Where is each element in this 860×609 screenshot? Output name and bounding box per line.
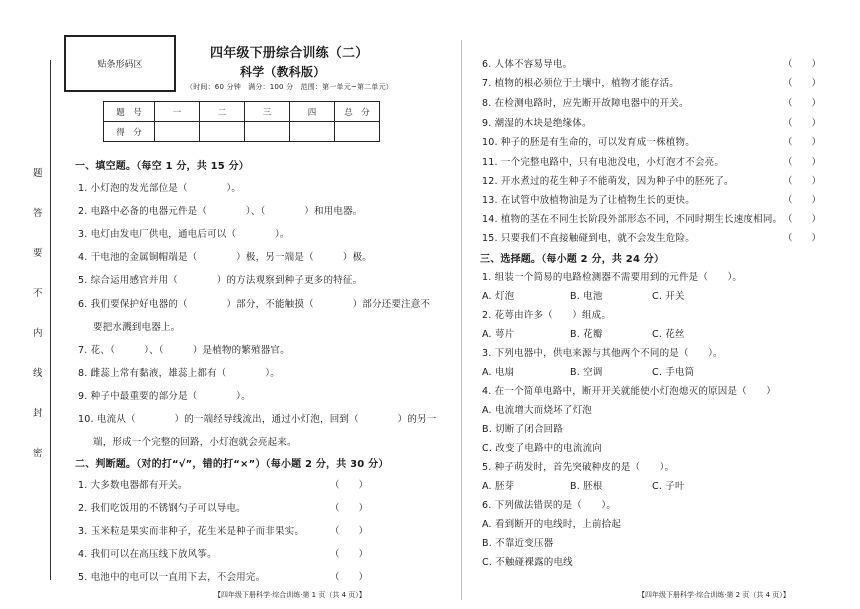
judge-question: 12. 开水煮过的花生种子不能萌发，因为种子中的胚死了。 [482, 176, 734, 187]
page-footer-right: 【四年级下册科学·综合训练·第 2 页（共 4 页）】 [638, 591, 790, 599]
page-divider [461, 40, 462, 600]
score-table [103, 101, 380, 142]
judge-question: 5. 电池中的电可以一直用下去，不会用完。 [78, 572, 266, 583]
score-cell[interactable] [200, 122, 245, 142]
score-cell[interactable] [155, 122, 200, 142]
choice-option[interactable]: A. 电流增大而烧坏了灯泡 [482, 405, 592, 416]
answer-paren[interactable]: （ ） [330, 549, 369, 560]
choice-option[interactable]: B. 空调 [570, 367, 603, 378]
answer-paren[interactable]: （ ） [330, 526, 369, 537]
choice-option[interactable]: A. 灯泡 [482, 291, 515, 302]
choice-question: 2. 花萼由许多（ ）组成。 [482, 310, 612, 321]
binding-char: 题 [33, 168, 43, 179]
score-cell[interactable] [335, 122, 380, 142]
fill-question: 1. 小灯泡的发光部位是（ ）。 [78, 183, 242, 194]
choice-option[interactable]: C. 开关 [652, 291, 685, 302]
judge-question: 15. 只要我们不直接触碰到电，就不会发生危险。 [482, 233, 695, 244]
answer-paren[interactable]: （ ） [783, 214, 822, 225]
binding-char: 封 [33, 408, 43, 419]
answer-paren[interactable]: （ ） [330, 480, 369, 491]
score-cell: 得 分 [104, 122, 155, 142]
choice-option[interactable]: B. 电池 [570, 291, 603, 302]
fill-question-continued: 端，形成一个完整的回路，小灯泡就会亮起来。 [93, 437, 297, 448]
section-3-heading: 三、选择题。（每小题 2 分，共 24 分） [480, 254, 665, 265]
answer-paren[interactable]: （ ） [330, 503, 369, 514]
answer-paren[interactable]: （ ） [783, 118, 822, 129]
choice-option[interactable]: A. 萼片 [482, 329, 515, 340]
answer-paren[interactable]: （ ） [783, 195, 822, 206]
judge-question: 8. 在检测电路时，应先断开故障电器中的开关。 [482, 98, 689, 109]
choice-option[interactable]: C. 改变了电路中的电流流向 [482, 443, 602, 454]
judge-question: 3. 玉米粒是果实而非种子，花生米是种子而非果实。 [78, 526, 305, 537]
answer-paren[interactable]: （ ） [783, 176, 822, 187]
judge-question: 11. 一个完整电路中，只有电池没电，小灯泡才不会亮。 [482, 157, 725, 168]
fill-question: 3. 电灯由发电厂供电，通电后可以（ ）。 [78, 229, 290, 240]
fill-question: 7. 花、（ ）、（ ）是植物的繁殖器官。 [78, 345, 290, 356]
choice-option[interactable]: B. 花瓣 [570, 329, 603, 340]
score-cell[interactable] [245, 122, 290, 142]
fill-question: 4. 干电池的金属铜帽端是（ ）极，另一端是（ ）极。 [78, 252, 372, 263]
score-table-row [104, 102, 380, 122]
fill-question: 8. 雌蕊上常有黏液，雄蕊上都有（ ）。 [78, 368, 280, 379]
judge-question: 14. 植物的茎在不同生长阶段外部形态不同，不同时期生长速度相同。 [482, 214, 783, 225]
section-1-heading: 一、填空题。（每空 1 分，共 15 分） [75, 161, 249, 172]
score-cell: 一 [155, 102, 200, 122]
choice-question: 4. 在一个简单电路中，断开开关就能使小灯泡熄灭的原因是（ ） [482, 386, 776, 397]
judge-question: 7. 植物的根必须位于土壤中，植物才能存活。 [482, 78, 679, 89]
score-cell: 四 [290, 102, 335, 122]
score-cell: 二 [200, 102, 245, 122]
answer-paren[interactable]: （ ） [783, 137, 822, 148]
choice-option[interactable]: C. 花丝 [652, 329, 685, 340]
choice-option[interactable]: B. 不靠近变压器 [482, 538, 554, 549]
choice-question: 6. 下列做法错误的是（ ）。 [482, 500, 617, 511]
binding-char: 内 [33, 328, 43, 339]
answer-paren[interactable]: （ ） [783, 59, 822, 70]
judge-question: 6. 人体不容易导电。 [482, 59, 573, 70]
binding-char: 要 [33, 248, 43, 259]
exam-info: （时间：60 分钟 满分：100 分 范围：第一单元~第二单元） [186, 83, 393, 91]
fill-question: 5. 综合运用感官并用（ ）的方法观察到种子更多的特征。 [78, 275, 363, 286]
fill-question: 9. 种子中最重要的部分是（ ）。 [78, 391, 251, 402]
judge-question: 9. 潮湿的木块是绝缘体。 [482, 118, 592, 129]
judge-question: 4. 我们可以在高压线下放风筝。 [78, 549, 217, 560]
score-cell: 总 分 [335, 102, 380, 122]
score-cell[interactable] [290, 122, 335, 142]
binding-char: 密 [33, 448, 43, 459]
choice-option[interactable]: A. 胚芽 [482, 481, 515, 492]
choice-question: 5. 种子萌发时，首先突破种皮的是（ ）。 [482, 462, 675, 473]
judge-question: 10. 种子的胚是有生命的，可以发育成一株植物。 [482, 137, 695, 148]
fill-question: 2. 电路中必备的电器元件是（ ）、（ ）和用电器。 [78, 206, 363, 217]
answer-paren[interactable]: （ ） [783, 157, 822, 168]
judge-question: 2. 我们吃饭用的不锈钢勺子可以导电。 [78, 503, 246, 514]
answer-paren[interactable]: （ ） [783, 78, 822, 89]
answer-paren[interactable]: （ ） [783, 98, 822, 109]
barcode-label: 贴条形码区 [97, 60, 143, 70]
score-table-row [104, 122, 380, 142]
choice-option[interactable]: A. 电扇 [482, 367, 515, 378]
choice-question: 3. 下列电器中，供电来源与其他两个不同的是（ ）。 [482, 348, 723, 359]
barcode-area [64, 35, 176, 92]
judge-question: 1. 大多数电器都有开关。 [78, 480, 188, 491]
choice-question: 1. 组装一个简易的电路检测器不需要用到的元件是（ ）。 [482, 272, 743, 283]
score-cell: 三 [245, 102, 290, 122]
binding-char: 答 [33, 208, 43, 219]
choice-option[interactable]: C. 手电筒 [652, 367, 695, 378]
score-cell: 题 号 [104, 102, 155, 122]
page-footer-left: 【四年级下册科学·综合训练·第 1 页（共 4 页）】 [214, 591, 366, 599]
binding-char: 线 [33, 368, 43, 379]
page-title: 四年级下册综合训练（二） [210, 46, 369, 61]
binding-line [50, 60, 51, 580]
page-subtitle: 科学（教科版） [240, 65, 326, 79]
fill-question: 10. 电流从（ ）的一端经导线流出，通过小灯泡，回到（ ）的另一 [78, 414, 437, 425]
choice-option[interactable]: A. 看到断开的电线时，上前拾起 [482, 519, 622, 530]
answer-paren[interactable]: （ ） [783, 233, 822, 244]
choice-option[interactable]: B. 胚根 [570, 481, 603, 492]
binding-char: 不 [33, 288, 43, 299]
section-2-heading: 二、判断题。（对的打“√”，错的打“×”）（每小题 2 分，共 30 分） [75, 459, 389, 470]
choice-option[interactable]: C. 子叶 [652, 481, 685, 492]
judge-question: 13. 在试管中放植物油是为了让植物生长的更快。 [482, 195, 695, 206]
choice-option[interactable]: B. 切断了闭合回路 [482, 424, 564, 435]
choice-option[interactable]: C. 不触碰裸露的电线 [482, 557, 573, 568]
fill-question-continued: 要把水溅到电器上。 [93, 322, 181, 333]
fill-question: 6. 我们要保护好电器的（ ）部分，不能触摸（ ）部分还要注意不 [78, 299, 431, 310]
answer-paren[interactable]: （ ） [330, 572, 369, 583]
